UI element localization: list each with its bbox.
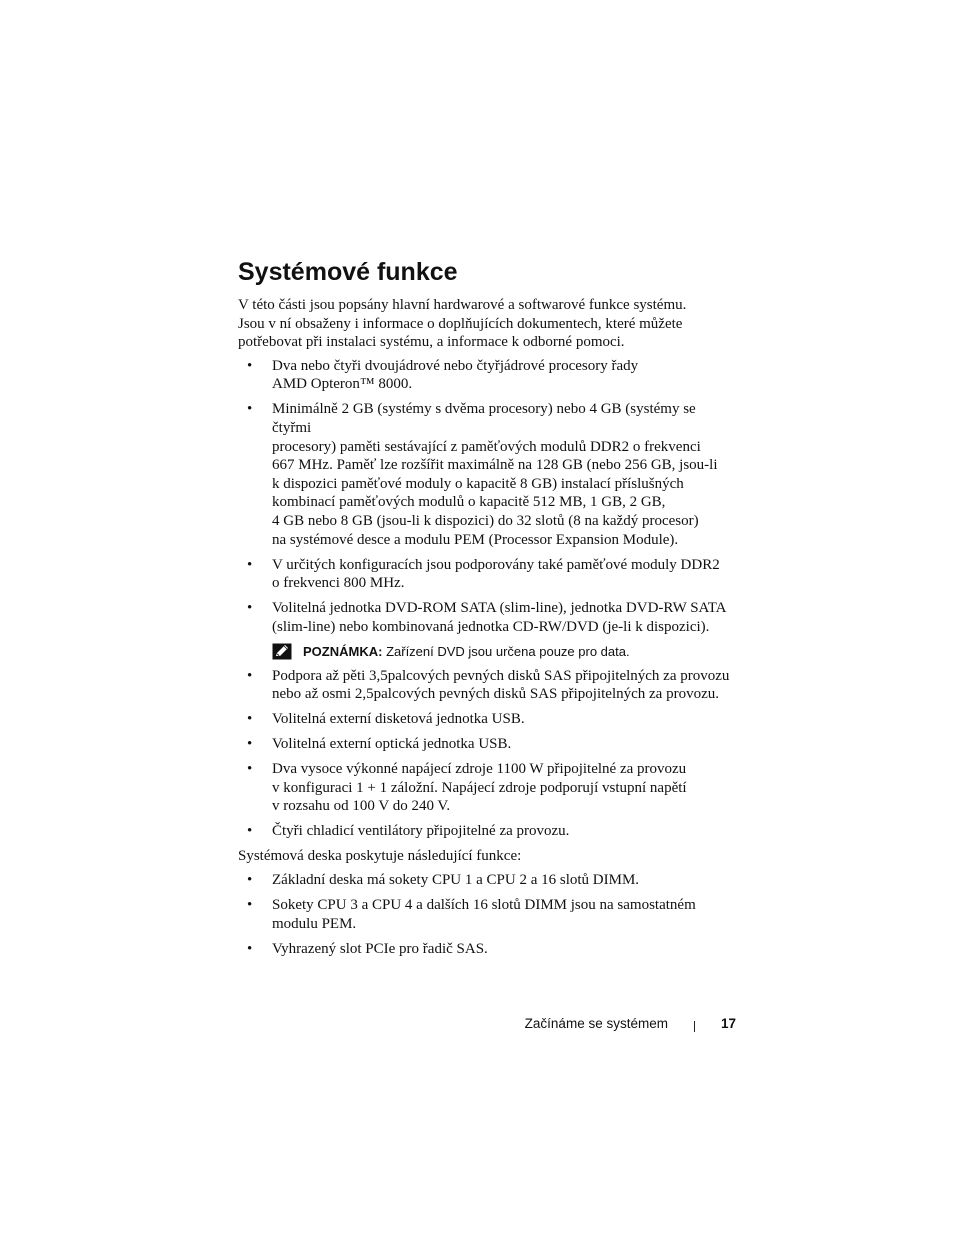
list-item-line: procesory) paměti sestávající z paměťových modulů DDR2 o frekvenci: [272, 438, 701, 455]
list-item: [238, 599, 738, 636]
bullet-icon: •: [247, 600, 253, 617]
bullet-icon: •: [247, 871, 253, 888]
list-item-line: na systémové desce a modulu PEM (Processor Expansion Module).: [272, 531, 679, 548]
list-item-line: Vyhrazený slot PCIe pro řadič SAS.: [272, 940, 488, 957]
page-footer: [500, 1014, 736, 1034]
note-label: POZNÁMKA:: [303, 643, 383, 659]
list-item-line: kombinací paměťových modulů o kapacitě 512 MB, 1 GB, 2 GB,: [272, 494, 666, 511]
list-item: [238, 896, 738, 933]
list-item-line: Minimálně 2 GB (systémy s dvěma procesory) nebo 4 GB (systémy se čtyřmi: [272, 401, 696, 436]
list-item: [238, 940, 738, 959]
note-pencil-icon: [272, 643, 292, 660]
list-item-line: Dva nebo čtyři dvoujádrové nebo čtyřjádrové procesory řady: [272, 357, 639, 374]
bullet-icon: •: [247, 556, 253, 573]
page-content: [238, 256, 738, 965]
bullet-icon: •: [247, 667, 253, 684]
list-item-line: (slim-line) nebo kombinovaná jednotka CD-RW/DVD (je-li k dispozici).: [272, 618, 710, 635]
list-item-line: Volitelná externí optická jednotka USB.: [272, 736, 512, 753]
list-item: [238, 357, 738, 394]
list-item-line: Čtyři chladicí ventilátory připojitelné za provozu.: [272, 823, 570, 840]
bullet-icon: •: [247, 401, 253, 418]
list-item: [238, 871, 738, 890]
list-item: [238, 400, 738, 549]
list-item: [238, 822, 738, 841]
list-item: [238, 735, 738, 754]
footer-section-title: Začínáme se systémem: [524, 1016, 668, 1031]
list-item-line: Dva vysoce výkonné napájecí zdroje 1100 W připojitelné za provozu: [272, 761, 687, 778]
bullet-icon: •: [247, 711, 253, 728]
note-text: Zařízení DVD jsou určena pouze pro data.: [386, 643, 630, 659]
list-item-line: v konfiguraci 1 + 1 záložní. Napájecí zdroje podporují vstupní napětí: [272, 779, 687, 796]
list-item-line: Volitelná jednotka DVD-ROM SATA (slim-line), jednotka DVD-RW SATA: [272, 600, 727, 617]
features-list: [238, 357, 738, 636]
list-item-line: nebo až osmi 2,5palcových pevných disků SAS připojitelných za provozu.: [272, 686, 719, 703]
list-item: [238, 710, 738, 729]
bullet-icon: •: [247, 823, 253, 840]
list-item-line: V určitých konfiguracích jsou podporovány také paměťové moduly DDR2: [272, 556, 720, 573]
intro-line: Jsou v ní obsaženy i informace o doplňujících dokumentech, které můžete: [238, 315, 683, 332]
page-title: Systémové funkce: [238, 258, 458, 286]
board-intro: Systémová deska poskytuje následující funkce:: [238, 848, 522, 865]
intro-paragraph: [238, 296, 738, 352]
list-item-line: modulu PEM.: [272, 915, 357, 932]
bullet-icon: •: [247, 896, 253, 913]
bullet-icon: •: [247, 761, 253, 778]
footer-separator: [694, 1021, 695, 1032]
list-item-line: o frekvenci 800 MHz.: [272, 575, 405, 592]
list-item-line: AMD Opteron™ 8000.: [272, 376, 413, 393]
list-item-line: Podpora až pěti 3,5palcových pevných disků SAS připojitelných za provozu: [272, 667, 730, 684]
features-list-continued: [238, 667, 738, 841]
list-item-line: v rozsahu od 100 V do 240 V.: [272, 798, 451, 815]
list-item-line: 4 GB nebo 8 GB (jsou-li k dispozici) do 32 slotů (8 na každý procesor): [272, 512, 699, 529]
page-number: 17: [720, 1016, 736, 1031]
list-item-line: Volitelná externí disketová jednotka USB.: [272, 711, 525, 728]
list-item: [238, 556, 738, 593]
board-features-list: [238, 871, 738, 958]
intro-line: potřebovat při instalaci systému, a informace k odborné pomoci.: [238, 334, 625, 351]
bullet-icon: •: [247, 357, 253, 374]
list-item-line: k dispozici paměťové moduly o kapacitě 8 GB) instalací příslušných: [272, 475, 684, 492]
list-item: [238, 760, 738, 816]
bullet-icon: •: [247, 940, 253, 957]
list-item-line: 667 MHz. Paměť lze rozšířit maximálně na 128 GB (nebo 256 GB, jsou-li: [272, 457, 718, 474]
bullet-icon: •: [247, 736, 253, 753]
list-item-line: Sokety CPU 3 a CPU 4 a dalších 16 slotů DIMM jsou na samostatném: [272, 896, 696, 913]
note-box: [272, 643, 738, 661]
list-item: [238, 667, 738, 704]
intro-line: V této části jsou popsány hlavní hardwarové a softwarové funkce systému.: [238, 297, 687, 313]
list-item-line: Základní deska má sokety CPU 1 a CPU 2 a 16 slotů DIMM.: [272, 871, 640, 888]
